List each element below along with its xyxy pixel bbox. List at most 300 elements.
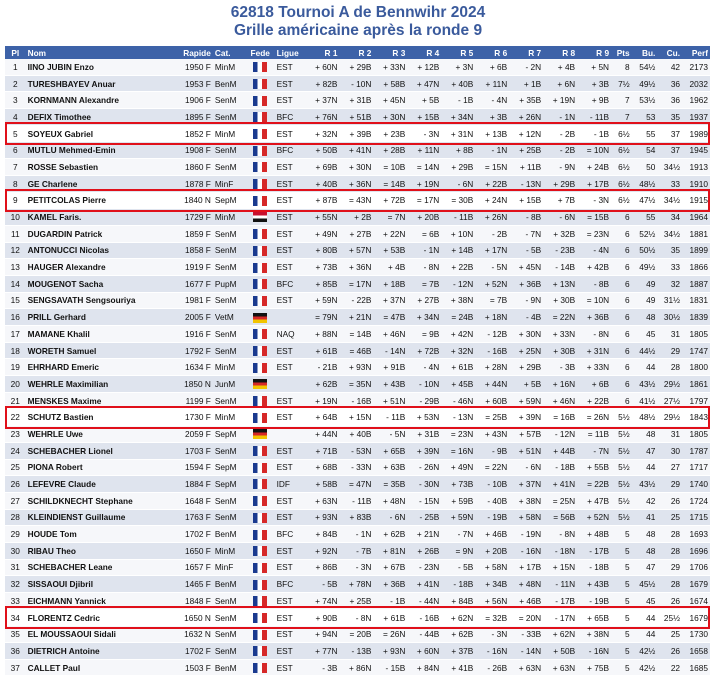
rank-cell: 20 xyxy=(5,376,26,393)
round-result: + 37B xyxy=(441,643,475,660)
points-cell: 6 xyxy=(611,225,632,242)
round-result: + 26B xyxy=(407,542,441,559)
rating-cell: 1792 F xyxy=(168,342,213,359)
category-cell: BenM xyxy=(213,526,246,543)
round-result: - 16B xyxy=(407,609,441,626)
round-result: + 21N xyxy=(339,309,373,326)
points-cell: 5 xyxy=(611,542,632,559)
fede-cell xyxy=(246,259,275,276)
round-result: + 73B xyxy=(305,259,339,276)
rating-cell: 1950 F xyxy=(168,59,213,75)
round-result: = 32B xyxy=(475,609,509,626)
cumulative-cell: 29 xyxy=(657,342,682,359)
round-result: + 78N xyxy=(339,576,373,593)
rating-cell: 1503 F xyxy=(168,659,213,676)
round-result: - 1N xyxy=(339,526,373,543)
table-row xyxy=(5,559,710,576)
table-row xyxy=(5,309,710,326)
performance-cell: 1800 xyxy=(682,359,710,376)
player-name: WEHRLE Uwe xyxy=(26,426,168,443)
column-header: Pts xyxy=(611,46,632,59)
round-result: + 29B xyxy=(339,59,373,75)
round-result: + 19N xyxy=(305,392,339,409)
rating-cell: 1465 F xyxy=(168,576,213,593)
round-result: = 22N xyxy=(475,459,509,476)
round-result: - 3B xyxy=(305,659,339,676)
round-result: - 3B xyxy=(543,359,577,376)
category-cell: SenM xyxy=(213,442,246,459)
category-cell: SenM xyxy=(213,109,246,126)
round-result: + 58B xyxy=(305,476,339,493)
performance-cell: 1839 xyxy=(682,309,710,326)
round-result: = 47N xyxy=(339,476,373,493)
france-flag-icon xyxy=(253,296,267,306)
cumulative-cell: 32 xyxy=(657,275,682,292)
table-row xyxy=(5,109,710,126)
rank-cell: 6 xyxy=(5,142,26,159)
france-flag-icon xyxy=(253,446,267,456)
table-row xyxy=(5,576,710,593)
points-cell: 7 xyxy=(611,92,632,109)
category-cell: SenM xyxy=(213,392,246,409)
league-cell: EST xyxy=(275,342,306,359)
round-result: + 41B xyxy=(441,659,475,676)
round-result: + 15B xyxy=(509,192,543,209)
round-result: - 53N xyxy=(339,442,373,459)
rating-cell: 1650 F xyxy=(168,542,213,559)
column-header: Cu. xyxy=(657,46,682,59)
round-result: + 47N xyxy=(407,75,441,92)
points-cell: 6½ xyxy=(611,192,632,209)
rank-cell: 28 xyxy=(5,509,26,526)
league-cell: EST xyxy=(275,409,306,426)
round-result: - 4N xyxy=(577,242,611,259)
league-cell: EST xyxy=(275,292,306,309)
column-header: R 6 xyxy=(475,46,509,59)
round-result: + 74N xyxy=(305,593,339,610)
column-header: Perf xyxy=(682,46,710,59)
category-cell: SenM xyxy=(213,643,246,660)
round-result: = 22N xyxy=(543,309,577,326)
round-result: + 49N xyxy=(305,225,339,242)
round-result: - 19B xyxy=(475,509,509,526)
performance-cell: 1899 xyxy=(682,242,710,259)
round-result: - 22B xyxy=(339,292,373,309)
round-result: - 6N xyxy=(441,175,475,192)
cumulative-cell: 26 xyxy=(657,643,682,660)
round-result: - 10B xyxy=(475,476,509,493)
table-body xyxy=(5,59,710,676)
round-result: + 76N xyxy=(305,109,339,126)
table-row xyxy=(5,92,710,109)
round-result: + 37N xyxy=(305,92,339,109)
round-result: + 67B xyxy=(373,559,407,576)
table-row xyxy=(5,459,710,476)
round-result: + 29B xyxy=(543,175,577,192)
round-result: + 56N xyxy=(475,593,509,610)
fede-cell xyxy=(246,275,275,292)
round-result: = 35N xyxy=(339,376,373,393)
round-result: - 16N xyxy=(475,643,509,660)
round-result: + 30B xyxy=(543,342,577,359)
france-flag-icon xyxy=(253,513,267,523)
points-cell: 6 xyxy=(611,359,632,376)
player-name: KAMEL Faris. xyxy=(26,209,168,226)
round-result: - 1B xyxy=(577,125,611,142)
round-result: + 19N xyxy=(543,92,577,109)
rating-cell: 1677 F xyxy=(168,275,213,292)
round-result: + 40B xyxy=(339,426,373,443)
cumulative-cell: 42 xyxy=(657,59,682,75)
round-result: - 44N xyxy=(407,593,441,610)
table-row xyxy=(5,209,710,226)
round-result: + 63N xyxy=(305,492,339,509)
france-flag-icon xyxy=(253,496,267,506)
round-result: = 43N xyxy=(339,192,373,209)
round-result: - 26B xyxy=(475,659,509,676)
round-result: = 10N xyxy=(577,292,611,309)
round-result: + 16N xyxy=(543,376,577,393)
round-result: - 5B xyxy=(509,242,543,259)
rank-cell: 32 xyxy=(5,576,26,593)
round-result: + 65B xyxy=(577,609,611,626)
cumulative-cell: 36 xyxy=(657,92,682,109)
buchholz-cell: 55 xyxy=(632,209,658,226)
round-result: - 23B xyxy=(543,242,577,259)
round-result: = 11B xyxy=(577,426,611,443)
round-result: - 21B xyxy=(305,359,339,376)
player-name: TURESHBAYEV Anuar xyxy=(26,75,168,92)
round-result: + 33N xyxy=(373,59,407,75)
rating-cell: 1953 F xyxy=(168,75,213,92)
round-result: + 63N xyxy=(543,659,577,676)
round-result: = 35B xyxy=(373,476,407,493)
round-result: - 7B xyxy=(339,542,373,559)
france-flag-icon xyxy=(253,229,267,239)
rank-cell: 36 xyxy=(5,643,26,660)
round-result: + 37N xyxy=(509,476,543,493)
round-result: + 81N xyxy=(373,542,407,559)
round-result: + 22B xyxy=(475,175,509,192)
round-result: + 3B xyxy=(577,75,611,92)
round-result: - 8N xyxy=(577,326,611,343)
france-flag-icon xyxy=(253,112,267,122)
cumulative-cell: 29½ xyxy=(657,376,682,393)
round-result: - 8N xyxy=(543,526,577,543)
points-cell: 6½ xyxy=(611,125,632,142)
performance-cell: 1887 xyxy=(682,275,710,292)
performance-cell: 1724 xyxy=(682,492,710,509)
performance-cell: 1797 xyxy=(682,392,710,409)
round-result: + 24B xyxy=(577,159,611,176)
round-result: + 55N xyxy=(305,209,339,226)
rating-cell: 1895 F xyxy=(168,109,213,126)
round-result: + 86N xyxy=(339,659,373,676)
round-result: + 33N xyxy=(543,326,577,343)
germany-flag-icon xyxy=(253,379,267,389)
round-result: - 5N xyxy=(475,259,509,276)
round-result: - 19B xyxy=(577,593,611,610)
round-result: - 10N xyxy=(339,75,373,92)
round-result: + 47B xyxy=(577,492,611,509)
points-cell: 5 xyxy=(611,659,632,676)
round-result: + 94N xyxy=(305,626,339,643)
cumulative-cell: 25 xyxy=(657,626,682,643)
category-cell: SenM xyxy=(213,626,246,643)
round-result: + 36B xyxy=(373,576,407,593)
round-result: + 30B xyxy=(543,292,577,309)
france-flag-icon xyxy=(253,79,267,89)
round-result: + 30N xyxy=(373,109,407,126)
table-row xyxy=(5,275,710,292)
rating-cell: 1648 F xyxy=(168,492,213,509)
table-row xyxy=(5,192,710,209)
round-result: + 29B xyxy=(441,159,475,176)
player-name: KORNMANN Alexandre xyxy=(26,92,168,109)
performance-cell: 1989 xyxy=(682,125,710,142)
points-cell: 7½ xyxy=(611,75,632,92)
cumulative-cell: 31 xyxy=(657,426,682,443)
round-result: + 50B xyxy=(543,643,577,660)
buchholz-cell: 42 xyxy=(632,492,658,509)
league-cell: EST xyxy=(275,659,306,676)
buchholz-cell: 44 xyxy=(632,359,658,376)
france-flag-icon xyxy=(253,179,267,189)
performance-cell: 1843 xyxy=(682,409,710,426)
round-result: + 48N xyxy=(509,576,543,593)
rating-cell: 2005 F xyxy=(168,309,213,326)
france-flag-icon xyxy=(253,546,267,556)
column-header: R 9 xyxy=(577,46,611,59)
round-result: - 11B xyxy=(441,209,475,226)
category-cell: SepM xyxy=(213,192,246,209)
player-name: SISSAOUI Djibril xyxy=(26,576,168,593)
category-cell: SenM xyxy=(213,593,246,610)
round-result: - 15N xyxy=(407,492,441,509)
rating-cell: 1730 F xyxy=(168,409,213,426)
league-cell: EST xyxy=(275,593,306,610)
player-name: MENSKES Maxime xyxy=(26,392,168,409)
buchholz-cell: 48½ xyxy=(632,409,658,426)
round-result: + 72B xyxy=(373,192,407,209)
buchholz-cell: 54½ xyxy=(632,59,658,75)
fede-cell xyxy=(246,593,275,610)
category-cell: MinM xyxy=(213,542,246,559)
round-result: + 20B xyxy=(407,209,441,226)
league-cell: EST xyxy=(275,509,306,526)
performance-cell: 1706 xyxy=(682,559,710,576)
cumulative-cell: 31½ xyxy=(657,292,682,309)
buchholz-cell: 45 xyxy=(632,326,658,343)
category-cell: SepM xyxy=(213,426,246,443)
rank-cell: 26 xyxy=(5,476,26,493)
buchholz-cell: 49 xyxy=(632,275,658,292)
points-cell: 6½ xyxy=(611,159,632,176)
buchholz-cell: 47 xyxy=(632,442,658,459)
round-result: + 36B xyxy=(509,275,543,292)
round-result: = 16B xyxy=(543,409,577,426)
points-cell: 6 xyxy=(611,376,632,393)
table-row xyxy=(5,442,710,459)
rating-cell: 1594 F xyxy=(168,459,213,476)
rank-cell: 17 xyxy=(5,326,26,343)
round-result: + 2B xyxy=(339,209,373,226)
round-result: + 61B xyxy=(373,609,407,626)
round-result: = 9B xyxy=(407,326,441,343)
column-header: Rapide xyxy=(168,46,213,59)
category-cell: SenM xyxy=(213,259,246,276)
round-result: + 8B xyxy=(441,142,475,159)
player-name: EHRHARD Emeric xyxy=(26,359,168,376)
buchholz-cell: 48 xyxy=(632,426,658,443)
fede-cell xyxy=(246,626,275,643)
round-result: + 27B xyxy=(339,225,373,242)
round-result: - 30N xyxy=(407,476,441,493)
round-result: - 7N xyxy=(577,442,611,459)
round-result: = 23N xyxy=(441,426,475,443)
league-cell: EST xyxy=(275,559,306,576)
round-result: - 5B xyxy=(305,576,339,593)
rank-cell: 7 xyxy=(5,159,26,176)
round-result: - 4N xyxy=(407,359,441,376)
rating-cell: 1919 F xyxy=(168,259,213,276)
round-result: - 5N xyxy=(373,426,407,443)
round-result: - 26N xyxy=(407,459,441,476)
round-result: - 18N xyxy=(543,542,577,559)
points-cell: 5 xyxy=(611,559,632,576)
buchholz-cell: 49½ xyxy=(632,75,658,92)
fede-cell xyxy=(246,209,275,226)
round-result: + 13N xyxy=(543,275,577,292)
rank-cell: 14 xyxy=(5,275,26,292)
points-cell: 8 xyxy=(611,59,632,75)
table-row xyxy=(5,409,710,426)
page-title: 62818 Tournoi A de Bennwihr 2024 xyxy=(230,4,486,21)
category-cell: SepM xyxy=(213,476,246,493)
round-result: - 11B xyxy=(373,409,407,426)
buchholz-cell: 47 xyxy=(632,559,658,576)
france-flag-icon xyxy=(253,646,267,656)
rank-cell: 18 xyxy=(5,342,26,359)
round-result: = 46B xyxy=(339,342,373,359)
round-result: + 41N xyxy=(407,576,441,593)
round-result: + 51N xyxy=(509,442,543,459)
round-result: + 59B xyxy=(441,492,475,509)
round-result: + 5B xyxy=(407,92,441,109)
round-result: + 84N xyxy=(407,659,441,676)
round-result: = 9N xyxy=(441,542,475,559)
rating-cell: 1852 F xyxy=(168,125,213,142)
round-result: - 13N xyxy=(441,409,475,426)
round-result: + 62B xyxy=(373,526,407,543)
table-row xyxy=(5,59,710,75)
round-result: + 61B xyxy=(441,359,475,376)
round-result: = 7N xyxy=(373,209,407,226)
round-result: + 38N xyxy=(577,626,611,643)
rating-cell: 1916 F xyxy=(168,326,213,343)
player-name: MOUGENOT Sacha xyxy=(26,275,168,292)
round-result: = 14N xyxy=(407,159,441,176)
fede-cell xyxy=(246,492,275,509)
round-result: + 18N xyxy=(475,309,509,326)
round-result: - 33B xyxy=(509,626,543,643)
france-flag-icon xyxy=(253,530,267,540)
round-result: + 4B xyxy=(543,59,577,75)
round-result: + 48B xyxy=(577,526,611,543)
points-cell: 6½ xyxy=(611,175,632,192)
cumulative-cell: 37 xyxy=(657,125,682,142)
league-cell: EST xyxy=(275,609,306,626)
round-result: + 57N xyxy=(339,242,373,259)
round-result: - 25B xyxy=(407,509,441,526)
round-result: - 9N xyxy=(543,159,577,176)
player-name: HOUDE Tom xyxy=(26,526,168,543)
france-flag-icon xyxy=(253,246,267,256)
fede-cell xyxy=(246,75,275,92)
rank-cell: 11 xyxy=(5,225,26,242)
round-result: + 46N xyxy=(543,392,577,409)
round-result: + 62N xyxy=(543,626,577,643)
fede-cell xyxy=(246,342,275,359)
round-result: + 13B xyxy=(475,125,509,142)
round-result: = 20B xyxy=(339,626,373,643)
fede-cell xyxy=(246,509,275,526)
cumulative-cell: 31 xyxy=(657,326,682,343)
column-header: R 3 xyxy=(373,46,407,59)
round-result: - 16B xyxy=(339,392,373,409)
rating-cell: 2059 F xyxy=(168,426,213,443)
performance-cell: 1913 xyxy=(682,159,710,176)
column-header: Cat. xyxy=(213,46,246,59)
round-result: + 40B xyxy=(441,75,475,92)
category-cell: SenM xyxy=(213,159,246,176)
rating-cell: 1763 F xyxy=(168,509,213,526)
france-flag-icon xyxy=(253,263,267,273)
round-result: + 20B xyxy=(475,542,509,559)
rank-cell: 1 xyxy=(5,59,26,75)
round-result: = 10B xyxy=(373,159,407,176)
france-flag-icon xyxy=(253,129,267,139)
round-result: + 45B xyxy=(441,376,475,393)
round-result: + 7B xyxy=(543,192,577,209)
round-result: = 7B xyxy=(407,275,441,292)
league-cell: EST xyxy=(275,442,306,459)
round-result: = 6B xyxy=(407,225,441,242)
cumulative-cell: 35 xyxy=(657,109,682,126)
points-cell: 5½ xyxy=(611,509,632,526)
points-cell: 6 xyxy=(611,259,632,276)
player-name: MAMANE Khalil xyxy=(26,326,168,343)
round-result: = 30B xyxy=(441,192,475,209)
category-cell: BenM xyxy=(213,659,246,676)
points-cell: 5½ xyxy=(611,442,632,459)
table-row xyxy=(5,125,710,142)
round-result: + 17N xyxy=(475,242,509,259)
points-cell: 5 xyxy=(611,526,632,543)
round-result: - 15B xyxy=(373,659,407,676)
round-result: + 14B xyxy=(441,242,475,259)
round-result: + 45N xyxy=(373,92,407,109)
category-cell: MinM xyxy=(213,359,246,376)
round-result: + 26N xyxy=(475,209,509,226)
round-result: + 72B xyxy=(407,342,441,359)
performance-cell: 1679 xyxy=(682,576,710,593)
rank-cell: 8 xyxy=(5,175,26,192)
round-result: + 27B xyxy=(407,292,441,309)
cumulative-cell: 28 xyxy=(657,542,682,559)
round-result: + 11N xyxy=(407,142,441,159)
league-cell: EST xyxy=(275,159,306,176)
